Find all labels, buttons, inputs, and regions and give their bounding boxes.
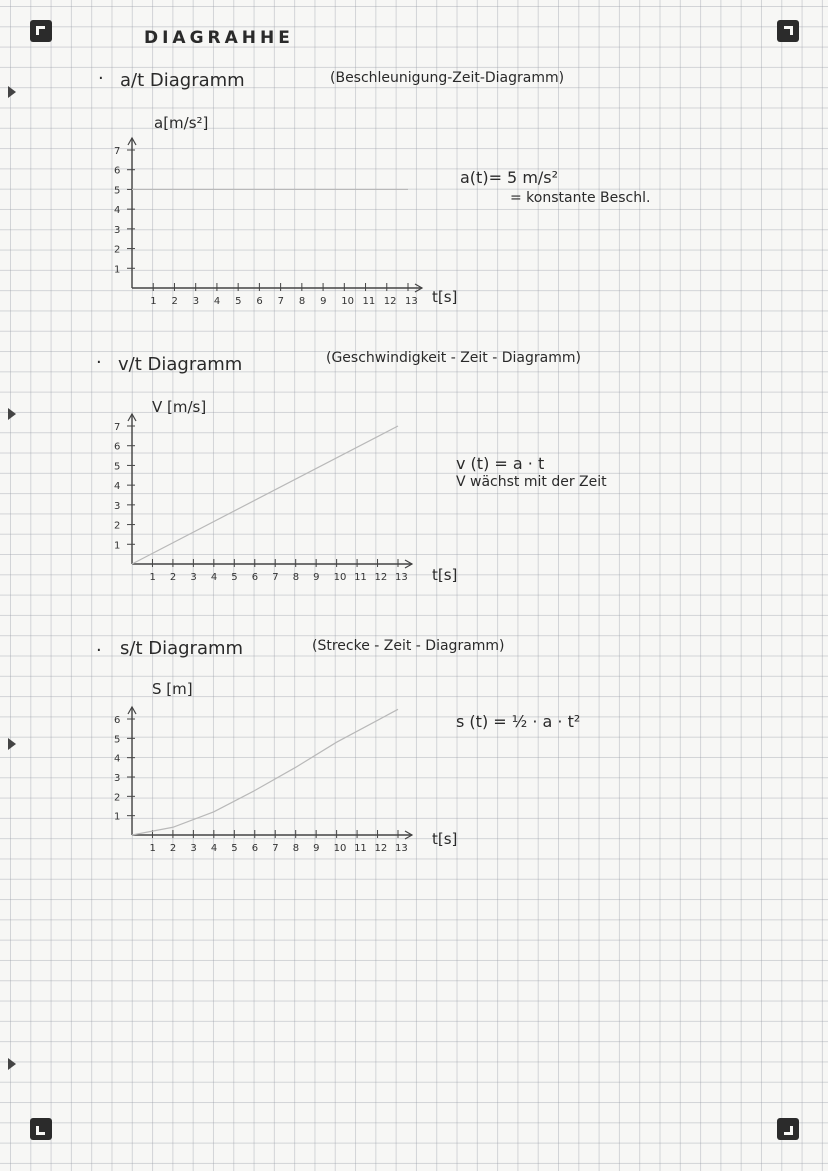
formula: a(t)= 5 m/s² [460,168,559,187]
x-tick-label: 3 [190,843,197,854]
y-axis-label: S [m] [152,680,193,698]
series-line [132,426,398,564]
x-tick-label: 11 [354,572,367,583]
section-heading: s/t Diagramm [120,638,244,659]
section-heading: v/t Diagramm [118,354,243,375]
x-tick-label: 2 [171,296,178,307]
y-tick-label: 4 [114,753,121,765]
x-tick-label: 1 [149,843,156,854]
x-tick-label: 5 [231,572,238,583]
x-tick-label: 7 [272,572,279,583]
x-tick-label: 11 [354,843,367,854]
x-tick-label: 6 [251,843,259,854]
x-tick-label: 3 [190,572,197,583]
y-tick-label: 5 [114,734,121,746]
x-axis-label: t[s] [432,288,458,306]
x-tick-label: 9 [313,843,320,854]
x-tick-label: 7 [277,296,284,307]
series-line [132,709,398,835]
y-tick-label: 1 [114,264,121,276]
y-tick-label: 4 [114,481,121,493]
x-tick-label: 4 [213,296,221,307]
binder-mark [8,408,16,420]
y-tick-label: 5 [114,185,121,197]
x-tick-label: 11 [362,296,376,307]
corner-marker-top-right [777,20,799,42]
binder-mark [8,86,16,98]
x-tick-label: 9 [320,296,327,307]
x-axis-label: t[s] [432,566,458,584]
y-axis-label: a[m/s²] [154,114,209,132]
y-tick-label: 1 [114,540,121,552]
chart-v-t [100,406,430,596]
x-tick-label: 3 [192,296,200,307]
x-tick-label: 12 [383,296,397,307]
x-tick-label: 12 [374,843,388,854]
formula-note: V wächst mit der Zeit [456,474,607,490]
x-tick-label: 1 [149,572,156,583]
y-tick-label: 7 [114,422,121,433]
x-tick-label: 8 [292,843,300,854]
binder-mark [8,738,16,750]
y-tick-label: 2 [114,244,121,256]
formula: s (t) = ½ · a · t² [456,712,581,731]
x-tick-label: 5 [231,843,238,854]
y-tick-label: 3 [114,500,121,512]
x-tick-label: 2 [169,843,177,854]
corner-marker-bottom-right [777,1118,799,1140]
x-tick-label: 13 [405,296,418,307]
x-tick-label: 5 [235,296,242,307]
x-tick-label: 10 [333,843,347,854]
x-tick-label: 8 [292,572,300,583]
page-title: DIAGRAHHE [144,28,294,48]
x-tick-label: 8 [298,296,306,307]
section-subtitle: (Strecke - Zeit - Diagramm) [312,638,505,654]
x-tick-label: 10 [333,572,347,583]
x-tick-label: 1 [150,296,157,307]
x-tick-label: 7 [272,843,279,854]
y-tick-label: 1 [114,811,121,823]
x-tick-label: 6 [251,572,259,583]
x-tick-label: 4 [210,843,218,854]
formula: v (t) = a · t [456,454,545,473]
y-tick-label: 6 [114,441,121,453]
y-tick-label: 2 [114,792,121,804]
x-tick-label: 2 [169,572,177,583]
corner-marker-top-left [30,20,52,42]
x-axis-label: t[s] [432,830,458,848]
x-tick-label: 10 [341,296,355,307]
section-subtitle: (Beschleunigung-Zeit-Diagramm) [330,70,565,86]
y-tick-label: 4 [114,205,121,217]
x-tick-label: 6 [256,296,263,307]
y-tick-label: 5 [114,461,121,473]
y-tick-label: 2 [114,520,121,532]
y-tick-label: 3 [114,773,121,784]
x-tick-label: 12 [374,572,388,583]
x-tick-label: 13 [395,843,408,854]
section-heading: a/t Diagramm [120,70,245,91]
y-tick-label: 6 [114,715,121,726]
section-bullet: · [98,68,104,89]
y-tick-label: 7 [114,146,121,157]
corner-marker-bottom-left [30,1118,52,1140]
x-tick-label: 4 [210,572,218,583]
chart-a-t [100,120,430,320]
section-bullet: · [96,352,102,373]
section-subtitle: (Geschwindigkeit - Zeit - Diagramm) [326,350,581,366]
x-tick-label: 13 [395,572,408,583]
formula-note: = konstante Beschl. [510,190,651,206]
chart-s-t [100,690,430,870]
y-axis-label: V [m/s] [152,398,207,416]
y-tick-label: 6 [114,165,121,177]
y-tick-label: 3 [114,224,121,236]
binder-mark [8,1058,16,1070]
x-tick-label: 9 [313,572,320,583]
section-bullet: · [96,640,102,661]
